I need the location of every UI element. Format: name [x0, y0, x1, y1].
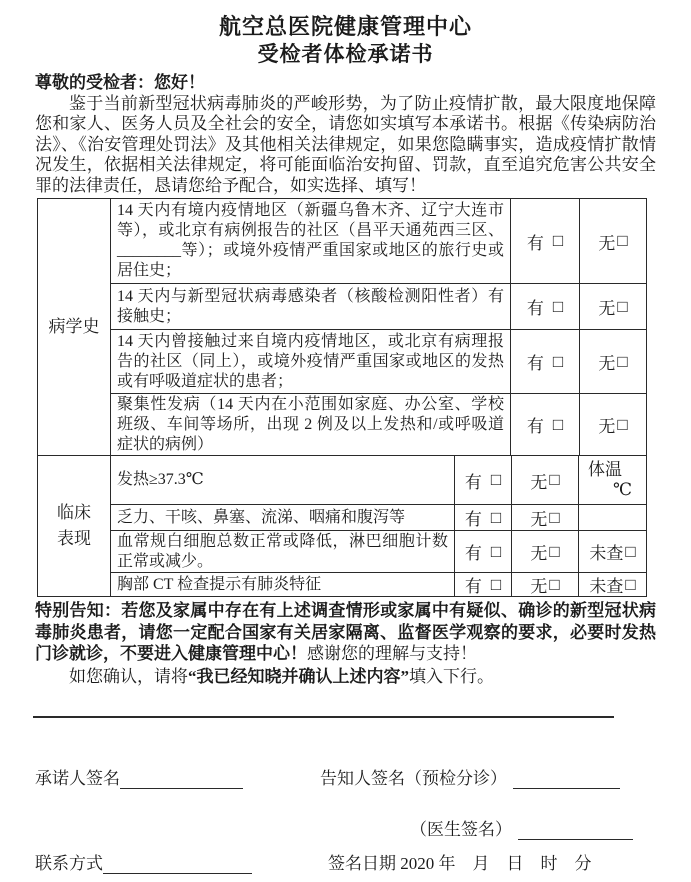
no-cell [511, 505, 578, 530]
informer-signature-row [320, 764, 620, 789]
doctor-signature-row [410, 815, 633, 840]
not-checked-checkbox-icon[interactable]: □ [625, 541, 636, 561]
page-subtitle: 受检者体检承诺书 [257, 42, 434, 66]
confirm-instruction: 如您确认，请将“我已经知晓并确认上述内容”填入下行。 [69, 666, 494, 686]
doctor-signature-line[interactable] [518, 822, 633, 840]
not-checked-label: 未查 [589, 577, 624, 597]
contact-row [35, 849, 252, 874]
section-clinical-manifestations [38, 455, 646, 596]
table-row [111, 283, 646, 329]
not-checked-cell [578, 531, 646, 572]
sign-date-text: 签名日期 2020 年 月 日 时 分 [328, 854, 592, 873]
sign-date-row [328, 849, 592, 874]
informer-signature-label: 告知人签名（预检分诊） [320, 769, 507, 788]
yes-cell [454, 456, 511, 504]
promiser-signature-row [35, 764, 243, 789]
question-text: 聚集性发病（14 天内在小范围如家庭、办公室、学校班级、车间等场所，出现 2 例及以上发热和/或呼吸道症状的病例） [117, 395, 504, 453]
special-notice [35, 600, 656, 665]
question-text: 14 天内与新型冠状病毒感染者（核酸检测阳性者）有接触史； [117, 287, 504, 325]
table-row [111, 530, 646, 572]
promiser-signature-label: 承诺人签名 [35, 769, 120, 788]
no-cell [511, 456, 578, 504]
yes-cell [510, 394, 579, 455]
no-checkbox-icon[interactable]: □ [617, 296, 628, 316]
question-text: 胸部 CT 检查提示有肺炎特征 [117, 575, 322, 593]
no-label: 无 [530, 544, 548, 564]
no-checkbox-icon[interactable]: □ [549, 507, 560, 527]
no-label: 无 [598, 233, 616, 253]
table-row [111, 393, 646, 455]
table-row [111, 199, 646, 283]
question-text: 14 天内曾接触过来自境内疫情地区，或北京有病理报告的社区（同上），或境外疫情严重国家或地区的发热或有呼吸道症状的患者； [117, 332, 504, 390]
yes-checkbox-icon[interactable]: □ [490, 470, 502, 490]
yes-label: 有 [464, 577, 482, 597]
special-notice-regular: 感谢您的理解与支持！ [307, 644, 477, 664]
section-epidemiological-history [38, 199, 646, 455]
yes-cell [454, 505, 511, 530]
no-checkbox-icon[interactable]: □ [617, 231, 628, 251]
yes-label: 有 [464, 544, 482, 564]
no-checkbox-icon[interactable]: □ [549, 574, 560, 594]
yes-label: 有 [526, 233, 544, 253]
yes-label: 有 [464, 472, 482, 492]
no-label: 无 [598, 299, 616, 319]
no-cell [579, 330, 646, 393]
special-notice-bold: 特别告知：若您及家属中存在有上述调查情形或家属中有疑似、确诊的新型冠状病毒肺炎患者，请您一定配合国家有关居家隔离、监督医学观察的要求，必要时发热门诊就诊，不要进入健康管理中心！ [35, 601, 656, 664]
epi-rows [111, 199, 646, 455]
page-title: 航空总医院健康管理中心 [218, 14, 472, 39]
no-cell [579, 394, 646, 455]
screening-table [37, 198, 647, 597]
no-checkbox-icon[interactable]: □ [617, 414, 628, 434]
category-clinical-manifestations: 临床 表现 [38, 456, 111, 596]
table-row [111, 329, 646, 393]
not-checked-cell [578, 573, 646, 596]
yes-checkbox-icon[interactable]: □ [490, 541, 502, 561]
informer-signature-line[interactable] [513, 771, 620, 789]
intro-paragraph: 鉴于当前新型冠状病毒肺炎的严峻形势，为了防止疫情扩散，最大限度地保障您和家人、医务人员及全社会的安全，请您如实填写本承诺书。根据《传染病防治法》、《治安管理处罚法》及其他相关法律规定，如果您隐瞒事实，造成疫情扩散情况发生，依据相关法律规定，将可能面临治安拘留、罚款，直至追究危害公共安全罪的法律责任，恳请您给予配合，如实选择、填写！ [35, 94, 656, 195]
confirmation-write-line[interactable] [33, 716, 614, 718]
not-checked-checkbox-icon[interactable]: □ [625, 574, 636, 594]
yes-checkbox-icon[interactable]: □ [490, 507, 502, 527]
contact-label: 联系方式 [35, 854, 103, 873]
yes-cell [510, 330, 579, 393]
no-label: 无 [598, 417, 616, 437]
yes-cell [454, 531, 511, 572]
question-text: 血常规白细胞总数正常或降低，淋巴细胞计数正常或减少。 [117, 532, 448, 570]
table-row [111, 572, 646, 596]
contact-line[interactable] [103, 856, 252, 874]
yes-cell [454, 573, 511, 596]
doctor-signature-label: （医生签名） [410, 820, 512, 839]
question-text: 14 天内有境内疫情地区（新疆乌鲁木齐、辽宁大连市等），或北京有病例报告的社区（昌平天通苑西三区、________等）；或境外疫情严重国家或地区的旅行史或居住史； [117, 202, 504, 280]
table-row [111, 456, 646, 504]
confirm-statement: “我已经知晓并确认上述内容” [188, 666, 409, 686]
yes-checkbox-icon[interactable]: □ [552, 414, 564, 434]
no-cell [511, 573, 578, 596]
yes-checkbox-icon[interactable]: □ [552, 351, 564, 371]
not-checked-label: 未查 [589, 544, 624, 564]
no-label: 无 [530, 472, 548, 492]
greeting-line: 尊敬的受检者：您好！ [35, 73, 205, 92]
category-epidemiological-history: 病学史 [38, 199, 111, 455]
no-cell [579, 199, 646, 283]
promiser-signature-line[interactable] [120, 771, 243, 789]
temperature-label: 体温 [588, 460, 622, 480]
yes-checkbox-icon[interactable]: □ [490, 574, 502, 594]
clinical-rows [111, 456, 646, 596]
yes-label: 有 [526, 299, 544, 319]
no-checkbox-icon[interactable]: □ [617, 351, 628, 371]
table-row [111, 504, 646, 530]
no-cell [579, 284, 646, 329]
no-cell [511, 531, 578, 572]
no-label: 无 [530, 577, 548, 597]
extra-cell-empty [578, 505, 646, 530]
question-text: 乏力、干咳、鼻塞、流涕、咽痛和腹泻等 [117, 508, 406, 526]
yes-cell [510, 284, 579, 329]
yes-label: 有 [464, 510, 482, 530]
no-checkbox-icon[interactable]: □ [549, 541, 560, 561]
no-label: 无 [598, 354, 616, 374]
no-label: 无 [530, 510, 548, 530]
temperature-cell[interactable] [578, 456, 646, 504]
no-checkbox-icon[interactable]: □ [549, 470, 560, 490]
yes-label: 有 [526, 417, 544, 437]
yes-cell [510, 199, 579, 283]
yes-label: 有 [526, 354, 544, 374]
question-text: 发热≥37.3℃ [117, 471, 204, 489]
yes-checkbox-icon[interactable]: □ [552, 296, 564, 316]
yes-checkbox-icon[interactable]: □ [552, 231, 564, 251]
temperature-unit: ℃ [612, 480, 632, 500]
